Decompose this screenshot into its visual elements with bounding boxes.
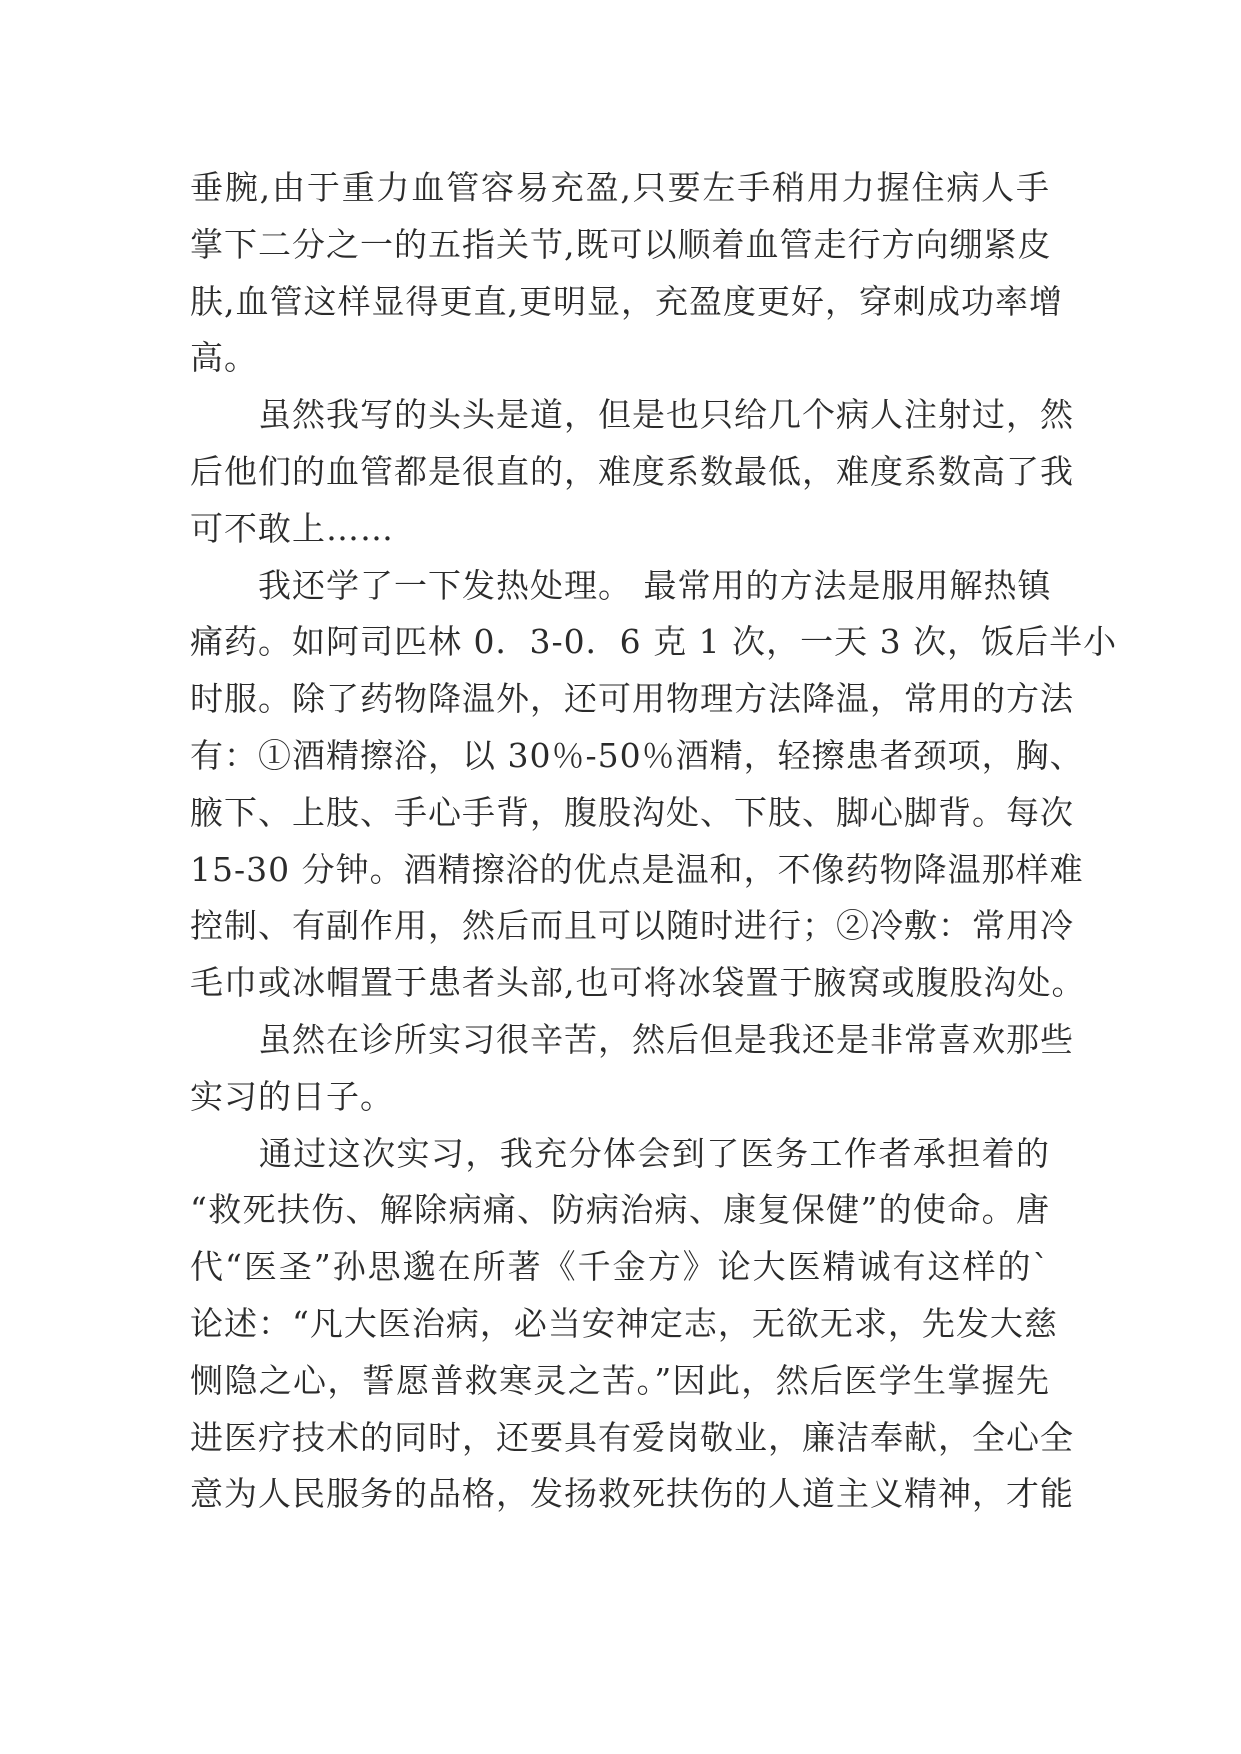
- text-line: 我还学了一下发热处理。 最常用的方法是服用解热镇: [190, 565, 1052, 605]
- text-line: 通过这次实习，我充分体会到了医务工作者承担着的: [190, 1133, 1050, 1173]
- text-line: 腋下、上肢、手心手背，腹股沟处、下肢、脚心脚背。每次: [190, 792, 1074, 832]
- text-line: 肤,血管这样显得更直,更明显，充盈度更好，穿刺成功率增: [190, 281, 1063, 321]
- text-line: 有：①酒精擦浴，以 30％-50％酒精，轻擦患者颈项，胸、: [190, 735, 1084, 775]
- text-line: 掌下二分之一的五指关节,既可以顺着血管走行方向绷紧皮: [190, 224, 1052, 264]
- text-line: 虽然在诊所实习很辛苦，然后但是我还是非常喜欢那些: [190, 1019, 1074, 1059]
- text-line: “救死扶伤、解除病痛、防病治病、康复保健”的使命。唐: [190, 1190, 1050, 1230]
- text-line: 时服。除了药物降温外，还可用物理方法降温，常用的方法: [190, 679, 1074, 719]
- text-line: 代“医圣”孙思邈在所著《千金方》论大医精诚有这样的`: [190, 1247, 1050, 1287]
- text-line: 实习的日子。: [190, 1076, 394, 1116]
- text-line: 进医疗技术的同时，还要具有爱岗敬业，廉洁奉献，全心全: [190, 1417, 1074, 1457]
- text-line: 后他们的血管都是很直的，难度系数最低，难度系数高了我: [190, 451, 1074, 491]
- text-line: 15-30 分钟。酒精擦浴的优点是温和，不像药物降温那样难: [190, 849, 1084, 889]
- text-line: 虽然我写的头头是道，但是也只给几个病人注射过，然: [190, 395, 1074, 435]
- text-line: 高。: [190, 338, 258, 378]
- text-line: 意为人民服务的品格，发扬救死扶伤的人道主义精神，才能: [190, 1474, 1074, 1514]
- text-line: 垂腕,由于重力血管容易充盈,只要左手稍用力握住病人手: [190, 168, 1050, 207]
- text-line: 论述：“凡大医治病，必当安神定志，无欲无求，先发大慈: [190, 1303, 1058, 1343]
- body-text: [190, 160, 1118, 1523]
- text-line: 可不敢上……: [190, 508, 394, 548]
- text-line: 恻隐之心，誓愿普救寒灵之苦。”因此，然后医学生掌握先: [190, 1360, 1050, 1400]
- text-line: 控制、有副作用，然后而且可以随时进行；②冷敷：常用冷: [190, 906, 1074, 946]
- text-line: 毛巾或冰帽置于患者头部,也可将冰袋置于腋窝或腹股沟处。: [190, 963, 1086, 1003]
- text-line: 痛药。如阿司匹林 0．3-0．6 克 1 次，一天 3 次，饭后半小: [190, 622, 1118, 662]
